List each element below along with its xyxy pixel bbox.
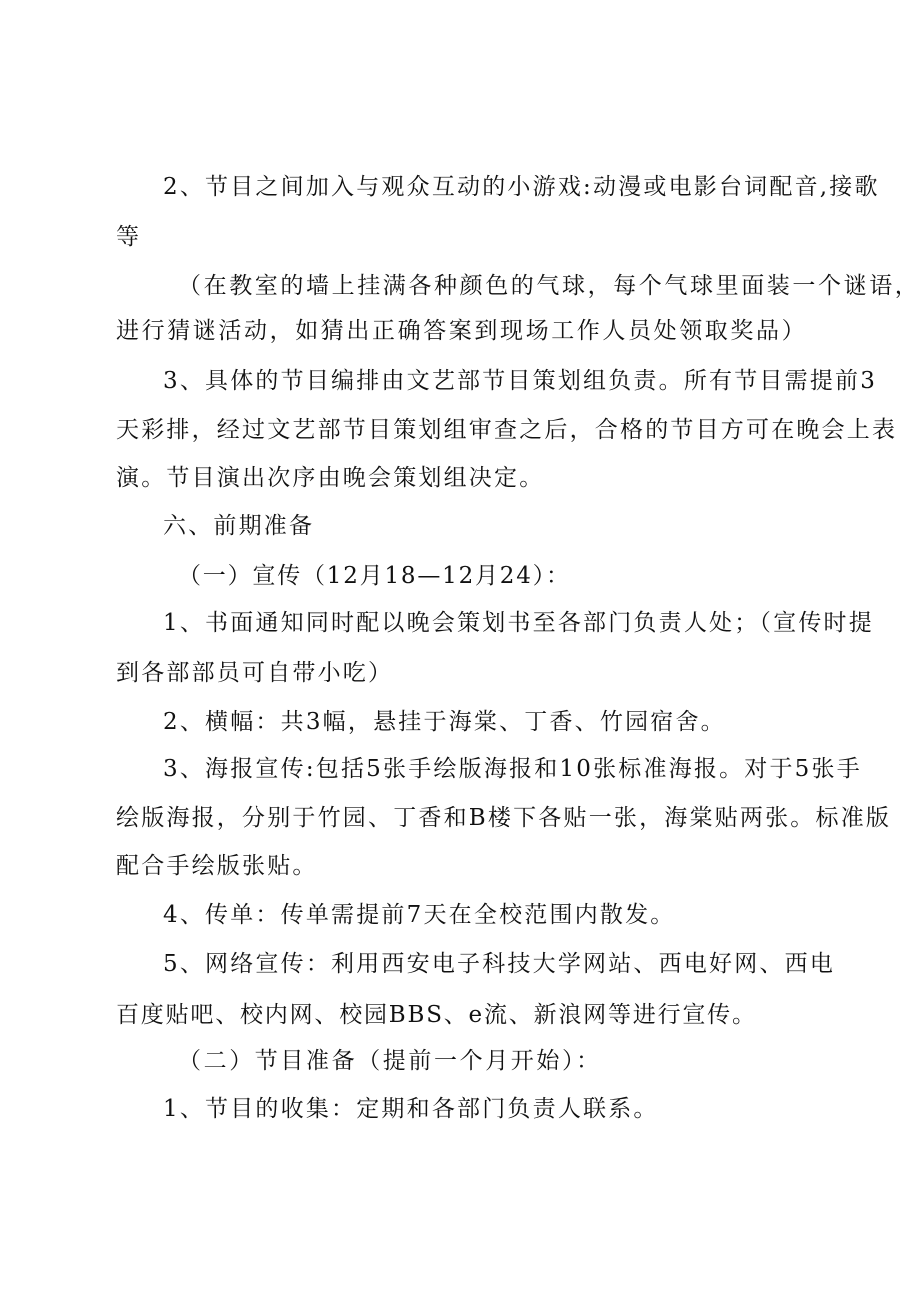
text-line: 绘版海报，分别于竹园、丁香和B楼下各贴一张，海棠贴两张。标准版 bbox=[116, 805, 892, 831]
text-line: 2、横幅：共3幅，悬挂于海棠、丁香、竹园宿舍。 bbox=[163, 709, 726, 735]
text-line: 3、具体的节目编排由文艺部节目策划组负责。所有节目需提前3 bbox=[163, 368, 878, 394]
text-line: 百度贴吧、校内网、校园BBS、e流、新浪网等进行宣传。 bbox=[116, 1002, 757, 1028]
subsection-heading: （一）宣传（12月18—12月24）： bbox=[178, 563, 571, 589]
text-line: 1、书面通知同时配以晚会策划书至各部门负责人处；（宣传时提 bbox=[163, 610, 874, 636]
subsection-heading: （二）节目准备（提前一个月开始）： bbox=[178, 1048, 602, 1074]
text-line: 5、网络宣传：利用西安电子科技大学网站、西电好网、西电 bbox=[163, 951, 836, 977]
text-line: 配合手绘版张贴。 bbox=[116, 853, 318, 879]
text-line: 等 bbox=[116, 224, 142, 250]
text-line: 进行猜谜活动，如猜出正确答案到现场工作人员处领取奖品） bbox=[116, 318, 808, 344]
text-line: 1、节目的收集：定期和各部门负责人联系。 bbox=[163, 1096, 659, 1122]
text-line: 2、节目之间加入与观众互动的小游戏:动漫或电影台词配音,接歌 bbox=[163, 174, 880, 200]
text-line: 演。节目演出次序由晚会策划组决定。 bbox=[116, 465, 545, 491]
text-line: 4、传单：传单需提前7天在全校范围内散发。 bbox=[163, 902, 676, 928]
text-line: 到各部部员可自带小吃） bbox=[116, 660, 394, 686]
section-heading: 六、前期准备 bbox=[163, 513, 315, 539]
text-line: （在教室的墙上挂满各种颜色的气球，每个气球里面装一个谜语， bbox=[178, 273, 920, 299]
text-line: 3、海报宣传:包括5张手绘版海报和10张标准海报。对于5张手 bbox=[163, 756, 862, 782]
text-line: 天彩排，经过文艺部节目策划组审查之后，合格的节目方可在晚会上表 bbox=[116, 417, 898, 443]
